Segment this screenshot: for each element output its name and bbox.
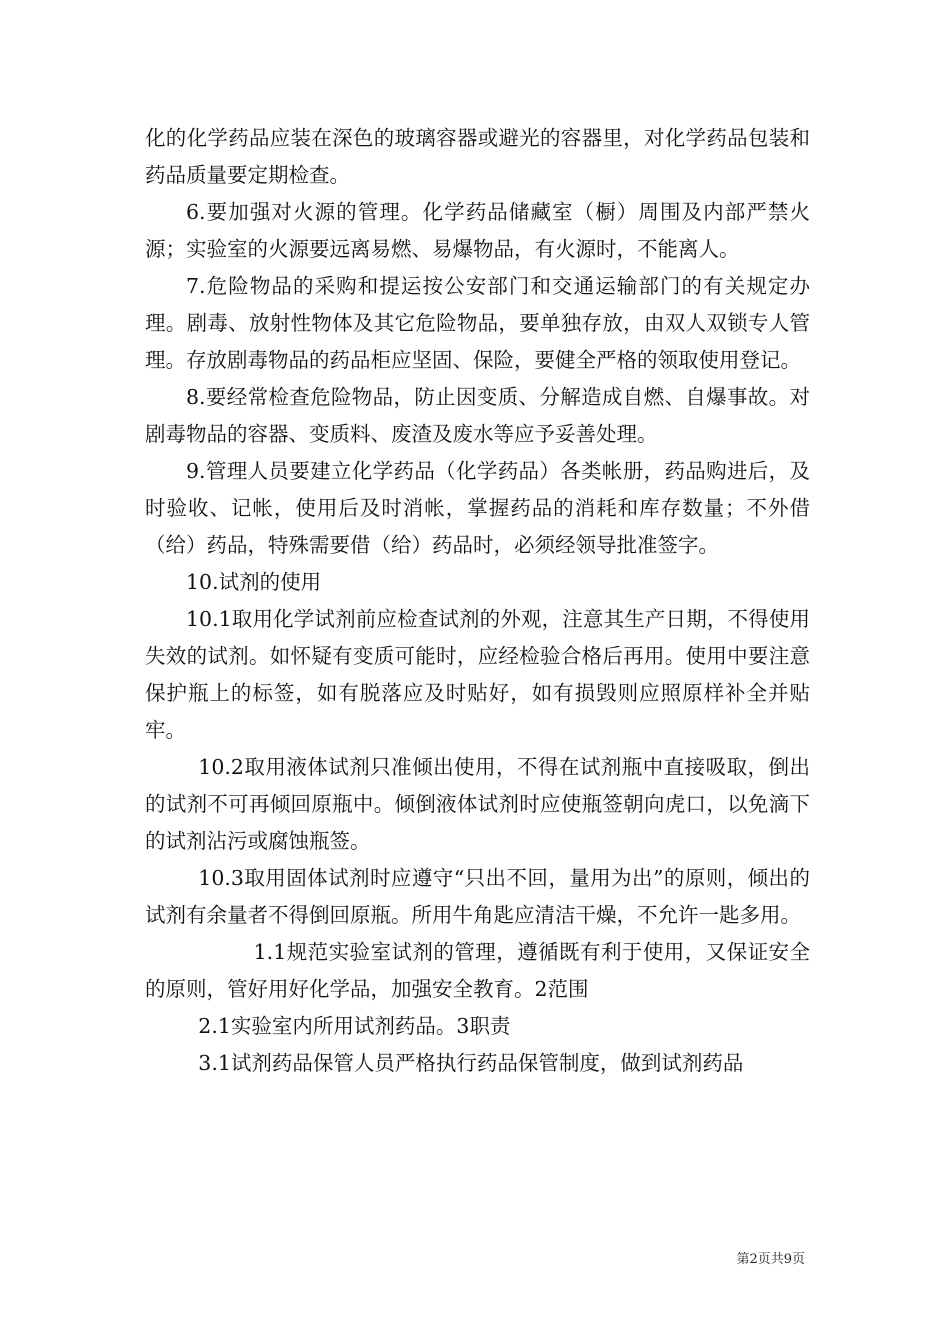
page-number-footer: 第2页共9页 — [736, 1252, 805, 1267]
paragraph-item-6: 6.要加强对火源的管理。化学药品储藏室（橱）周围及内部严禁火源；实验室的火源要远离易燃、易爆物品，有火源时，不能离人。 — [145, 200, 810, 261]
paragraph-item-10-heading: 10.试剂的使用 — [186, 570, 322, 594]
paragraph-item-10-1: 10.1取用化学试剂前应检查试剂的外观，注意其生产日期，不得使用失效的试剂。如怀疑有变质可能时，应经检验合格后再用。使用中要注意保护瓶上的标签，如有脱落应及时贴好，如有损毁则应照原样补全并贴牢。 — [145, 607, 810, 742]
paragraph-item-3-1: 3.1试剂药品保管人员严格执行药品保管制度，做到试剂药品 — [198, 1051, 744, 1075]
paragraph-item-7: 7.危险物品的采购和提运按公安部门和交通运输部门的有关规定办理。剧毒、放射性物体及其它危险物品，要单独存放，由双人双锁专人管理。存放剧毒物品的药品柜应坚固、保险，要健全严格的领取使用登记。 — [145, 274, 810, 372]
paragraph-item-10-2: 10.2取用液体试剂只准倾出使用，不得在试剂瓶中直接吸取，倒出的试剂不可再倾回原瓶中。倾倒液体试剂时应使瓶签朝向虎口，以免滴下的试剂沾污或腐蚀瓶签。 — [145, 755, 810, 853]
document-body — [145, 120, 810, 1082]
paragraph-item-2-1: 2.1实验室内所用试剂药品。3职责 — [198, 1014, 511, 1038]
paragraph-item-1-1: 1.1规范实验室试剂的管理，遵循既有利于使用，又保证安全的原则，管好用好化学品，加强安全教育。2范围 — [145, 940, 810, 1001]
paragraph-item-9: 9.管理人员要建立化学药品（化学药品）各类帐册，药品购进后，及时验收、记帐，使用后及时消帐，掌握药品的消耗和库存数量；不外借（给）药品，特殊需要借（给）药品时，必须经领导批准签字。 — [145, 459, 810, 557]
paragraph-item-8: 8.要经常检查危险物品，防止因变质、分解造成自燃、自爆事故。对剧毒物品的容器、变质料、废渣及废水等应予妥善处理。 — [145, 385, 810, 446]
paragraph-storage-containers: 化的化学药品应装在深色的玻璃容器或避光的容器里，对化学药品包装和药品质量要定期检查。 — [145, 126, 810, 187]
paragraph-item-10-3: 10.3取用固体试剂时应遵守“只出不回，量用为出”的原则，倾出的试剂有余量者不得倒回原瓶。所用牛角匙应清洁干燥，不允许一匙多用。 — [145, 866, 810, 927]
